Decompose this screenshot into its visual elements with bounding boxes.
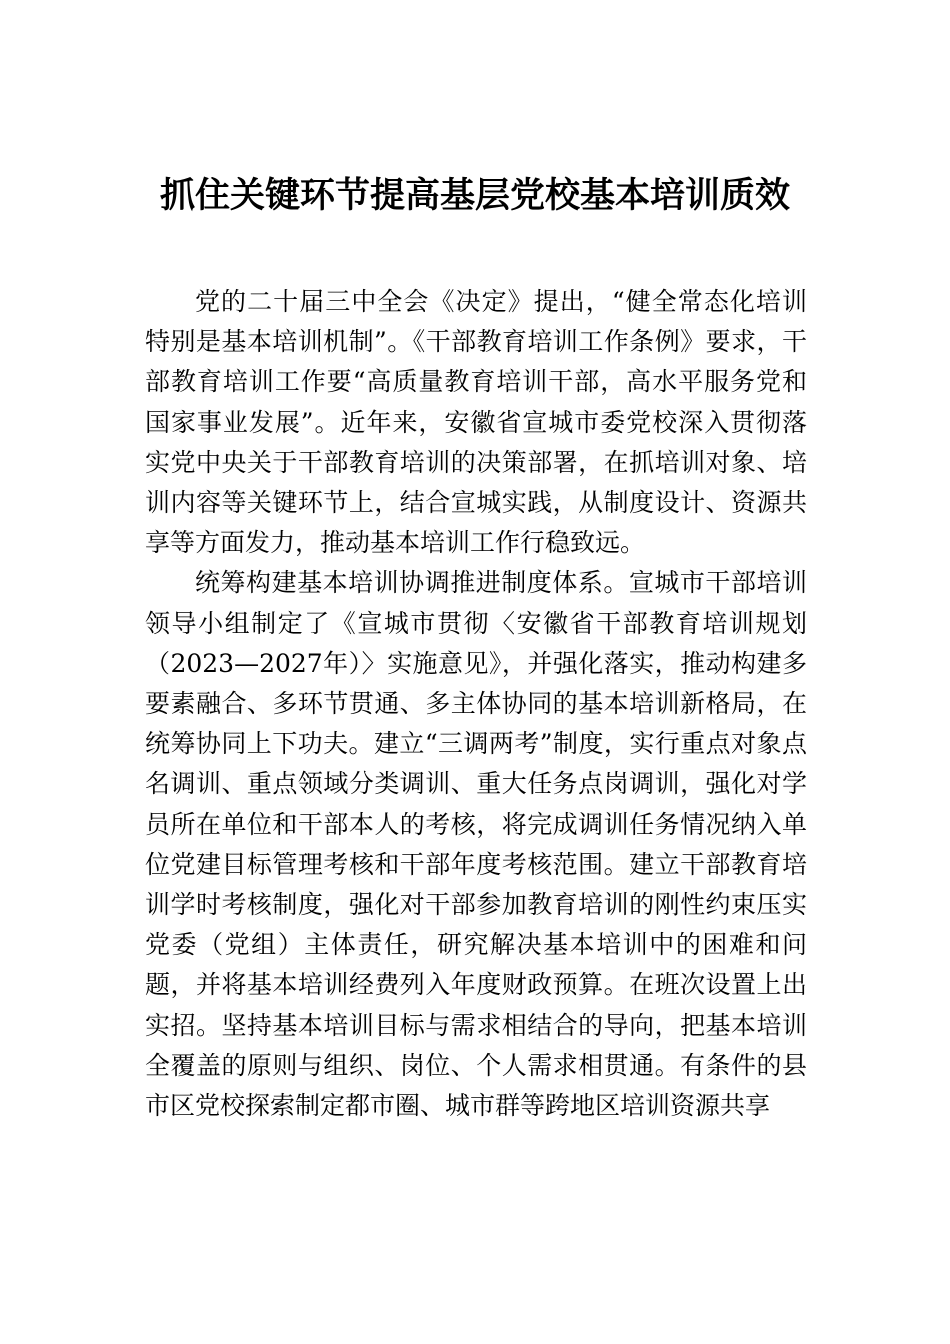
document-body	[145, 282, 807, 1126]
paragraph-coordination-system: 统筹构建基本培训协调推进制度体系。宣城市干部培训领导小组制定了《宣城市贯彻〈安徽省干部教育培训规划（2023—2027年）〉实施意见》，并强化落实，推动构建多要素融合、多环节贯通、多主体协同的基本培训新格局，在统筹协同上下功夫。建立“三调两考”制度，实行重点对象点名调训、重点领域分类调训、重大任务点岗调训，强化对学员所在单位和干部本人的考核，将完成调训任务情况纳入单位党建目标管理考核和干部年度考核范围。建立干部教育培训学时考核制度，强化对干部参加教育培训的刚性约束压实党委（党组）主体责任，研究解决基本培训中的困难和问题，并将基本培训经费列入年度财政预算。在班次设置上出实招。坚持基本培训目标与需求相结合的导向，把基本培训全覆盖的原则与组织、岗位、个人需求相贯通。有条件的县市区党校探索制定都市圈、城市群等跨地区培训资源共享	[145, 568, 807, 1121]
paragraph-intro: 党的二十届三中全会《决定》提出，“健全常态化培训特别是基本培训机制”。《干部教育培训工作条例》要求，干部教育培训工作要“高质量教育培训干部，高水平服务党和国家事业发展”。近年来，安徽省宣城市委党校深入贯彻落实党中央关于干部教育培训的决策部署，在抓培训对象、培训内容等关键环节上，结合宣城实践，从制度设计、资源共享等方面发力，推动基本培训工作行稳致远。	[145, 287, 807, 558]
document-title: 抓住关键环节提高基层党校基本培训质效	[159, 175, 790, 216]
